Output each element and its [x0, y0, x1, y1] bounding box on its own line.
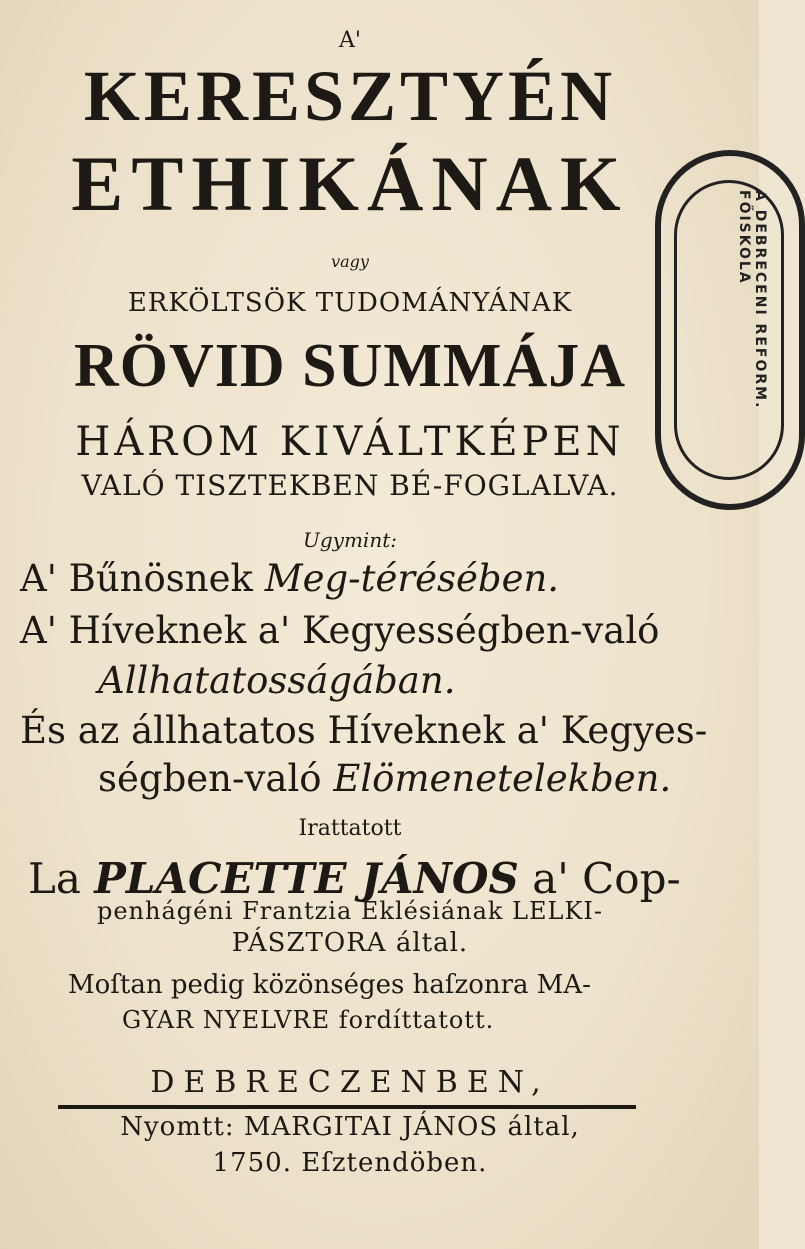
subtitle-line-4: VALÓ TISZTEKBEN BÉ-FOGLALVA.	[81, 469, 619, 502]
item-1-italic: Meg-térésében.	[264, 557, 560, 600]
printer: Nyomtt: MARGITAI JÁNOS által,	[120, 1112, 580, 1142]
library-stamp-text: A DEBRECENI REFORM. FŐISKOLA	[736, 190, 768, 410]
divider-rule	[58, 1105, 636, 1109]
title-line-1: KERESZTYÉN	[83, 56, 617, 136]
author-cop: a' Cop-	[532, 854, 681, 903]
article: A'	[339, 28, 361, 53]
item-1	[20, 557, 560, 600]
author-name: PLACETTE JÁNOS	[94, 854, 519, 903]
item-2: A' Híveknek a' Kegyességben-való	[20, 609, 660, 652]
item-1-text: A' Bűnösnek	[20, 557, 253, 600]
author-line-3: PÁSZTORA által.	[231, 928, 469, 958]
title-line-2: ETHIKÁNAK	[71, 140, 629, 227]
irattatott: Irattatott	[298, 816, 402, 841]
author-la: La	[28, 854, 81, 903]
vagy: vagy	[331, 252, 369, 271]
ugymint: Ugymint:	[303, 528, 397, 552]
subtitle-line-2: RÖVID SUMMÁJA	[73, 332, 627, 400]
item-3: És az állhatatos Híveknek a' Kegyes-	[20, 709, 708, 752]
subtitle-line-1: ERKÖLTSÖK TUDOMÁNYÁNAK	[127, 288, 573, 318]
year: 1750. Eſztendöben.	[212, 1148, 488, 1178]
translation-line-1: Moſtan pedig közönséges haſzonra MA-	[68, 970, 591, 1000]
item-3-text: ségben-való	[98, 757, 322, 800]
item-3-cont	[98, 757, 672, 800]
item-2-italic: Allhatatosságában.	[98, 659, 456, 702]
translation-line-2: GYAR NYELVRE fordíttatott.	[122, 1006, 495, 1034]
place: DEBRECZENBEN,	[150, 1065, 550, 1100]
author-line-1	[28, 854, 681, 903]
author-line-2: penhágéni Frantzia Eklésiának LELKI-	[96, 897, 603, 925]
item-3-italic: Elömenetelekben.	[333, 757, 672, 800]
subtitle-line-3: HÁROM KIVÁLTKÉPEN	[75, 419, 625, 465]
